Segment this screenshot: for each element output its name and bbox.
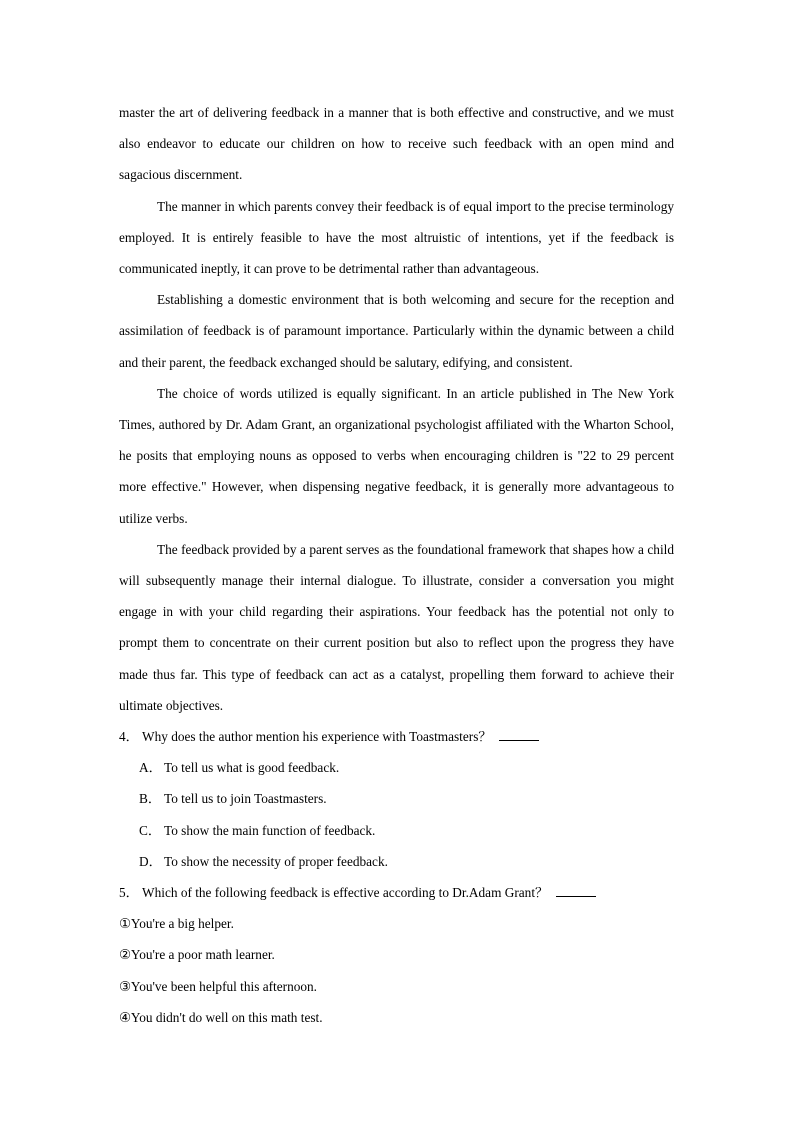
option-text: To tell us what is good feedback. [164, 760, 340, 776]
question-5-answer-blank[interactable] [556, 884, 596, 897]
option-letter: A． [139, 760, 162, 776]
circled-number: ② [119, 947, 131, 963]
option-text: To show the necessity of proper feedback. [164, 853, 388, 869]
circled-number: ① [119, 916, 131, 932]
item-text: You're a poor math learner. [130, 947, 275, 963]
question-4-number: 4． [119, 729, 139, 745]
question-5-item-2 [119, 939, 674, 970]
item-text: You've been helpful this afternoon. [130, 978, 317, 994]
question-4 [119, 721, 674, 752]
question-4-option-a[interactable] [139, 752, 674, 783]
option-letter: B． [139, 791, 162, 807]
passage-paragraph-3: Establishing a domestic environment that is both welcoming and secure for the reception and assimilation of feedback is of paramount importance. Particularly within the dynamic between a child and their parent, the feedback exchanged should be salutary, edifying, and consistent. [119, 292, 674, 370]
question-5-text: Which of the following feedback is effective according to Dr.Adam Grant？ [142, 885, 549, 901]
passage-paragraph-2: The manner in which parents convey their feedback is of equal import to the precise terminology employed. It is entirely feasible to have the most altruistic of intentions, yet if the feedback is communicated ineptly, it can prove to be detrimental rather than advantageous. [119, 198, 674, 277]
option-letter: C． [139, 822, 162, 838]
item-text: You're a big helper. [130, 916, 234, 932]
question-4-option-c[interactable] [139, 815, 674, 846]
passage-paragraph-4: The choice of words utilized is equally significant. In an article published in The New York Times, authored by Dr. Adam Grant, an organizational psychologist affiliated with the Wharton School, he posits that employing nouns as opposed to verbs when encouraging children is "22 to 29 percent more effective." However, when dispensing negative feedback, it is generally more advantageous to utilize verbs. [119, 385, 674, 526]
question-4-option-d[interactable] [139, 846, 674, 877]
item-text: You didn't do well on this math test. [130, 1009, 323, 1025]
question-4-option-b[interactable] [139, 783, 674, 814]
document-page [119, 97, 674, 1033]
question-4-text: Why does the author mention his experience with Toastmasters？ [142, 729, 492, 745]
question-4-answer-blank[interactable] [499, 728, 539, 741]
passage-paragraph-5: The feedback provided by a parent serves as the foundational framework that shapes how a child will subsequently manage their internal dialogue. To illustrate, consider a conversation you might engage in with your child regarding their aspirations. Your feedback has the potential not only to prompt them to concentrate on their current position but also to reflect upon the progress they have made thus far. This type of feedback can act as a catalyst, propelling them forward to achieve their ultimate objectives. [119, 541, 674, 713]
option-letter: D． [139, 853, 162, 869]
option-text: To show the main function of feedback. [164, 822, 376, 838]
circled-number: ③ [119, 978, 131, 994]
question-5-item-4 [119, 1002, 674, 1033]
question-5-item-1 [119, 908, 674, 939]
circled-number: ④ [119, 1009, 131, 1025]
question-5-item-3 [119, 971, 674, 1002]
question-5 [119, 877, 674, 908]
passage-paragraph-1: master the art of delivering feedback in a manner that is both effective and constructive, and we must also endeavor to educate our children on how to receive such feedback with an open mind and sagacious discernment. [119, 105, 674, 183]
question-5-number: 5． [119, 885, 139, 901]
option-text: To tell us to join Toastmasters. [164, 791, 327, 807]
